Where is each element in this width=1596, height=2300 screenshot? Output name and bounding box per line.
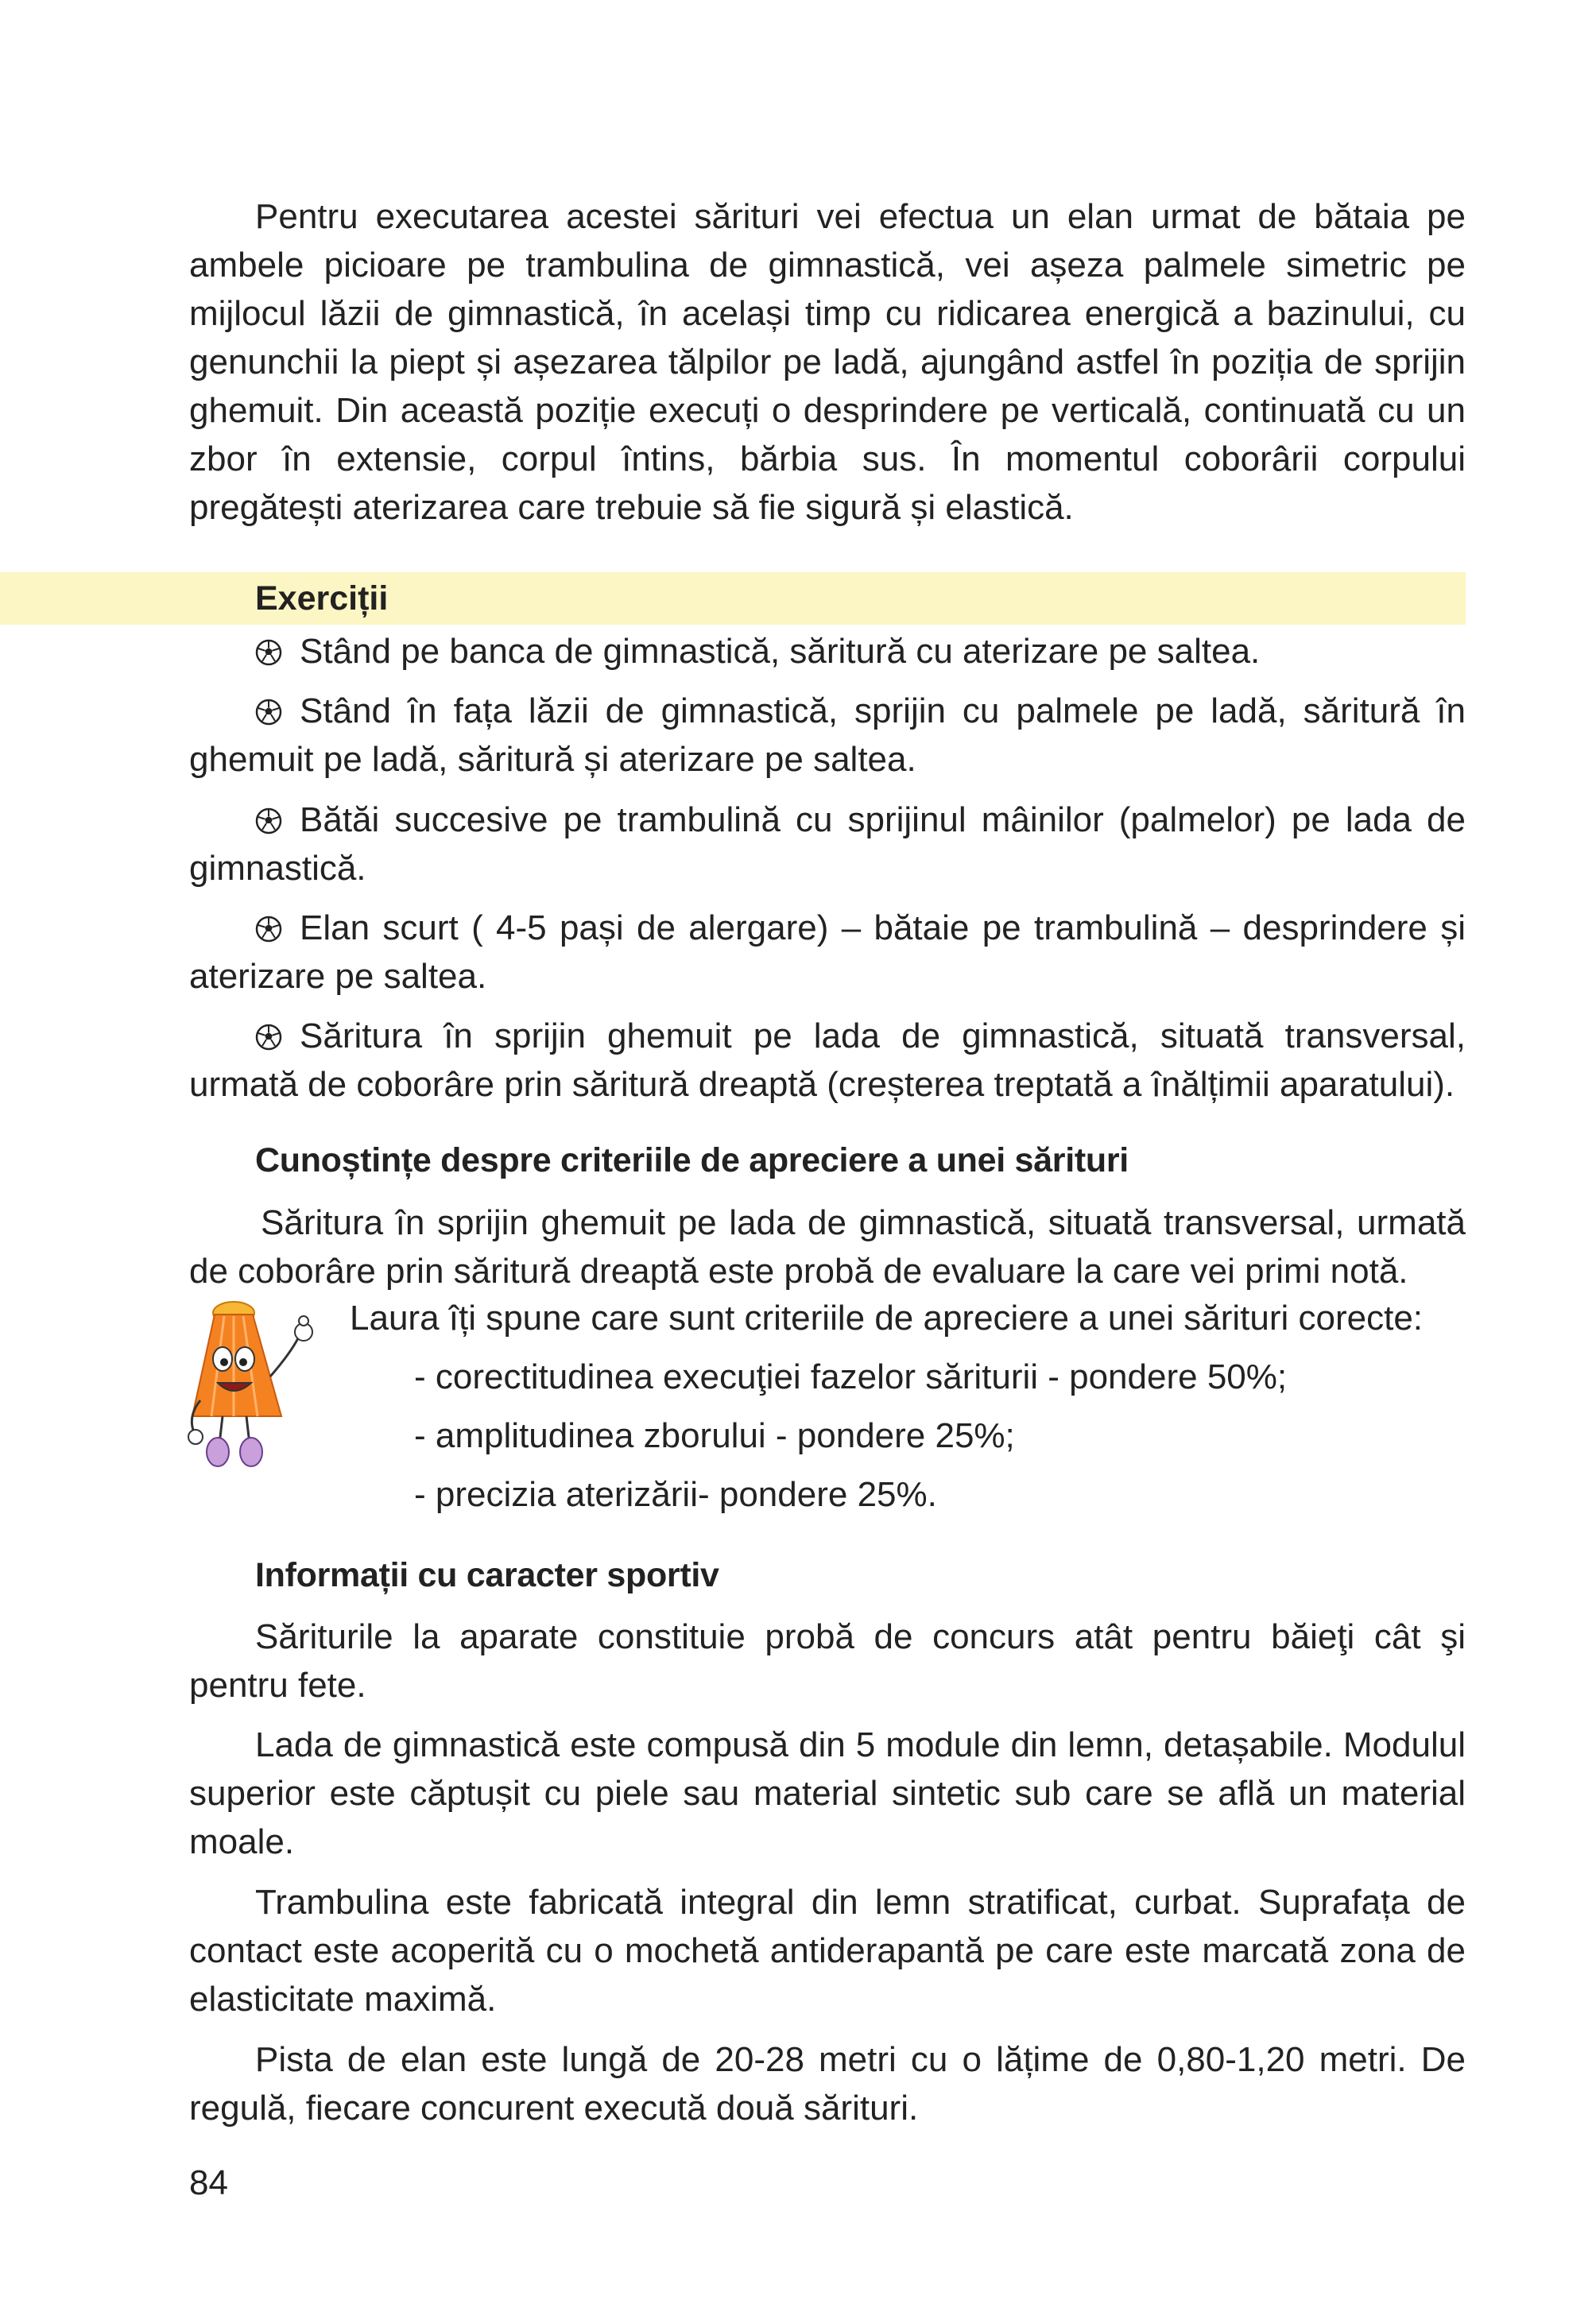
- exercise-text: Elan scurt ( 4-5 pași de alergare) – bătaie pe trambulină – desprindere și aterizare pe saltea.: [189, 908, 1466, 996]
- exercise-item: [189, 904, 1466, 1001]
- criteria-section: [189, 1136, 1466, 1185]
- shuttlecock-mascot: [188, 1297, 331, 1468]
- intro-section: [189, 192, 1466, 532]
- info-paragraph: Săriturile la aparate constituie probă de concurs atât pentru băieţi cât şi pentru fete.: [189, 1617, 1466, 1705]
- criteria-body: [189, 1198, 1466, 1295]
- criteria-title: Cunoștințe despre criteriile de apreciere a unei sărituri: [255, 1141, 1129, 1179]
- page-number: 84: [189, 2163, 228, 2202]
- soccer-ball-icon: [255, 916, 282, 943]
- exercise-item: [189, 1012, 1466, 1109]
- soccer-ball-icon: [255, 1024, 282, 1051]
- info-paragraph-block: [189, 1721, 1466, 1866]
- soccer-ball-icon: [255, 699, 282, 726]
- criteria-list-item: - amplitudinea zborului - pondere 25%;: [414, 1416, 1015, 1455]
- exercises-band: [0, 572, 1466, 625]
- soccer-ball-icon: [255, 639, 282, 666]
- criteria-intro: Laura îți spune care sunt criteriile de apreciere a unei sărituri corecte:: [350, 1299, 1424, 1338]
- exercise-text: Săritura în sprijin ghemuit pe lada de gimnastică, situată transversal, urmată de coborâre prin săritură dreaptă (creșterea treptată a înălțimii aparatului).: [189, 1016, 1466, 1104]
- exercise-item: [189, 687, 1466, 784]
- criteria-paragraph: Săritura în sprijin ghemuit pe lada de gimnastică, situată transversal, urmată de coborâre prin săritură dreaptă este probă de evaluare la care vei primi notă.: [189, 1203, 1466, 1291]
- criteria-list-item: - precizia aterizării- pondere 25%.: [414, 1475, 937, 1514]
- info-title: Informații cu caracter sportiv: [255, 1556, 719, 1594]
- exercise-item: [189, 627, 1466, 676]
- exercise-text: Stând pe banca de gimnastică, săritură cu aterizare pe saltea.: [300, 632, 1261, 671]
- exercise-text: Stând în fața lăzii de gimnastică, sprijin cu palmele pe ladă, săritură în ghemuit pe ladă, săritură și aterizare pe saltea.: [189, 691, 1466, 779]
- intro-paragraph: Pentru executarea acestei sărituri vei efectua un elan urmat de bătaia pe ambele picioare pe trambulina de gimnastică, vei așeza palmele simetric pe mijlocul lăzii de gimnastică, în același timp cu ridicarea energică a bazinului, cu genunchii la piept și așezarea tălpilor pe ladă, ajungând astfel în poziția de sprijin ghemuit. Din această poziție execuți o desprindere pe verticală, continuată cu un zbor în extensie, corpul întins, bărbia sus. În momentul coborârii corpului pregătești aterizarea care trebuie să fie sigură și elastică.: [189, 197, 1466, 527]
- info-paragraph: Trambulina este fabricată integral din lemn stratificat, curbat. Suprafața de contact este acoperită cu o mochetă antiderapantă pe care este marcată zona de elasticitate maximă.: [189, 1883, 1466, 2019]
- info-paragraph-block: [189, 1613, 1466, 1710]
- exercise-text: Bătăi succesive pe trambulină cu sprijinul mâinilor (palmelor) pe lada de gimnastică.: [189, 800, 1466, 888]
- info-paragraph-block: [189, 2035, 1466, 2132]
- soccer-ball-icon: [255, 807, 282, 834]
- info-section: [189, 1551, 1466, 1600]
- info-paragraph-block: [189, 1878, 1466, 2023]
- info-paragraph: Lada de gimnastică este compusă din 5 module din lemn, detașabile. Modulul superior este căptușit cu piele sau material sintetic sub care se află un material moale.: [189, 1725, 1466, 1861]
- exercises-title: Exerciții: [255, 579, 389, 618]
- info-paragraph: Pista de elan este lungă de 20-28 metri cu o lățime de 0,80-1,20 metri. De regulă, fiecare concurent execută două sărituri.: [189, 2040, 1466, 2128]
- criteria-list-item: - corectitudinea execuţiei fazelor săriturii - pondere 50%;: [414, 1357, 1288, 1396]
- exercise-item: [189, 796, 1466, 893]
